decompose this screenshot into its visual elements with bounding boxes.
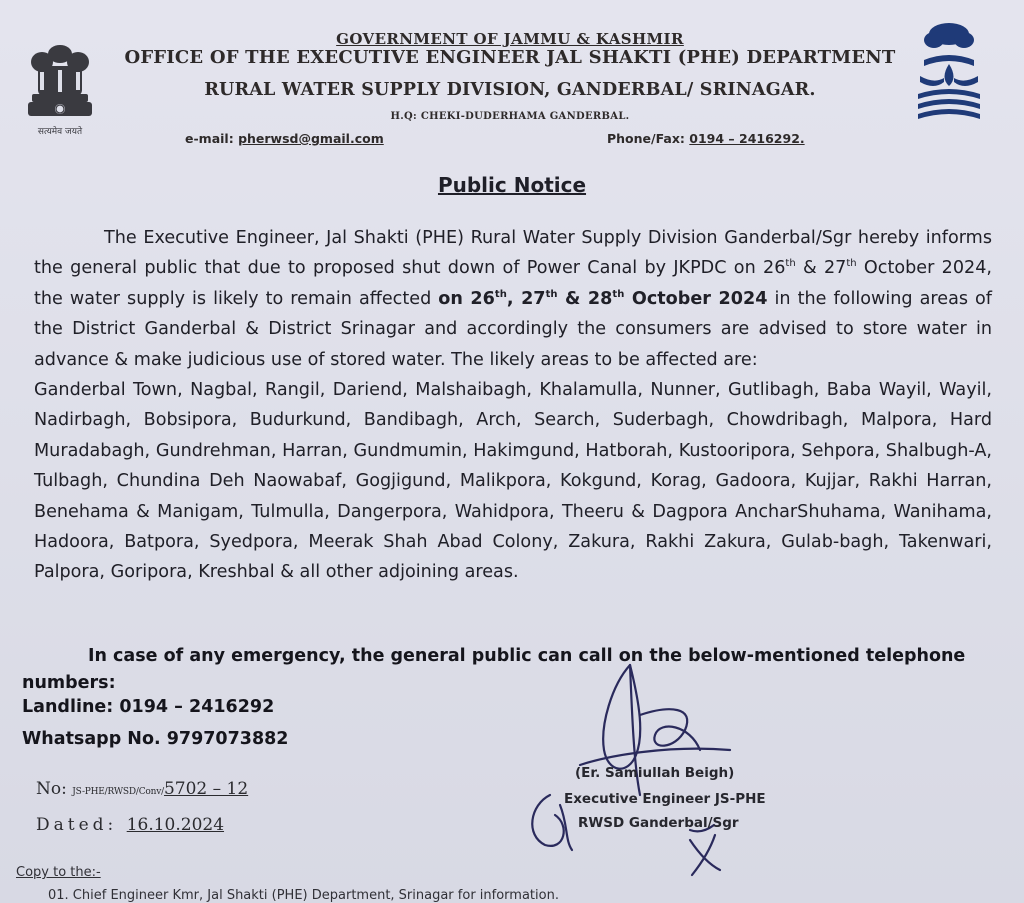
signatory-title: Executive Engineer JS-PHE: [564, 791, 766, 807]
jal-shakti-logo-icon: [914, 20, 984, 125]
reference-number: No: JS-PHE/RWSD/Conv/5702 – 12: [36, 779, 249, 799]
affected-areas-list: Ganderbal Town, Nagbal, Rangil, Dariend, Malshaibagh, Khalamulla, Nunner, Gutlibagh, Baba Wayil, Wayil, Nadirbagh, Bobsipora, Budurkund, Bandibagh, Arch, Search, Suderbagh, Chowdribagh, Malpora, Hard Muradabagh, Gundrehman, Harran, Gundmumin, Hakimgund, Hatborah, Kustooripora, Sehpora, Shalbugh-A, Tulbagh, Chundina Deh Naowabaf, Gogjigund, Malikpora, Kokgund, Korag, Gadoora, Kujjar, Rakhi Harran, Benehama & Manigam, Tulmulla, Dangerpora, Wahidpora, Theeru & Dagpora AncharShuhama, Wanihama, Hadoora, Batpora, Syedpora, Meerak Shah Abad Colony, Zakura, Rakhi Zakura, Gulab-bagh, Takenwari, Palpora, Goripora, Kreshbal & all other adjoining areas.: [34, 380, 992, 583]
copy-to-item: 01. Chief Engineer Kmr, Jal Shakti (PHE) Department, Srinagar for information.: [48, 888, 559, 903]
header-division: RURAL WATER SUPPLY DIVISION, GANDERBAL/ SRINAGAR.: [204, 80, 816, 100]
signatory-office: RWSD Ganderbal/Sgr: [578, 815, 739, 831]
emergency-note: In case of any emergency, the general public can call on the below-mentioned telephone numbers:: [22, 646, 966, 693]
email-line: [185, 131, 384, 146]
landline-line: [22, 697, 274, 717]
header-office: OFFICE OF THE EXECUTIVE ENGINEER JAL SHAKTI (PHE) DEPARTMENT: [124, 47, 896, 68]
landline-label: Landline:: [22, 697, 114, 717]
notice-title: Public Notice: [437, 173, 587, 197]
affected-dates: on 26th, 27th & 28th October 2024: [438, 288, 768, 309]
whatsapp-line: [22, 729, 288, 749]
emblem-motto: सत्यमेव जयते: [37, 127, 83, 137]
landline-number: 0194 – 2416292: [119, 697, 275, 717]
phone-number: 0194 – 2416292.: [689, 131, 805, 146]
notice-body: [34, 223, 992, 588]
signatory-name: (Er. Samiullah Beigh): [575, 765, 735, 781]
whatsapp-label: Whatsapp No.: [22, 729, 161, 749]
header-government: GOVERNMENT OF JAMMU & KASHMIR: [336, 30, 684, 48]
phone-line: [607, 131, 805, 146]
national-emblem-icon: [18, 36, 102, 148]
phone-label: Phone/Fax:: [607, 131, 685, 146]
whatsapp-number: 9797073882: [166, 729, 289, 749]
reference-date: Dated: 16.10.2024: [36, 815, 225, 835]
copy-to-label: Copy to the:-: [16, 865, 101, 880]
email-label: e-mail:: [185, 131, 234, 146]
email-address: pherwsd@gmail.com: [238, 131, 384, 146]
notice-paragraph: The Executive Engineer, Jal Shakti (PHE) Rural Water Supply Division Ganderbal/Sgr hereby informs the general public that due to proposed shut down of Power Canal by JKPDC on 26th & 27th October 2024, the water supply is likely to remain affected on 26th, 27th & 28th October 2024 in the following areas of the District Ganderbal & District Srinagar and accordingly the consumers are advised to store water in advance & make judicious use of stored water. The likely areas to be affected are:: [34, 228, 993, 370]
header-hq: H.Q: CHEKI-DUDERHAMA GANDERBAL.: [390, 111, 630, 122]
